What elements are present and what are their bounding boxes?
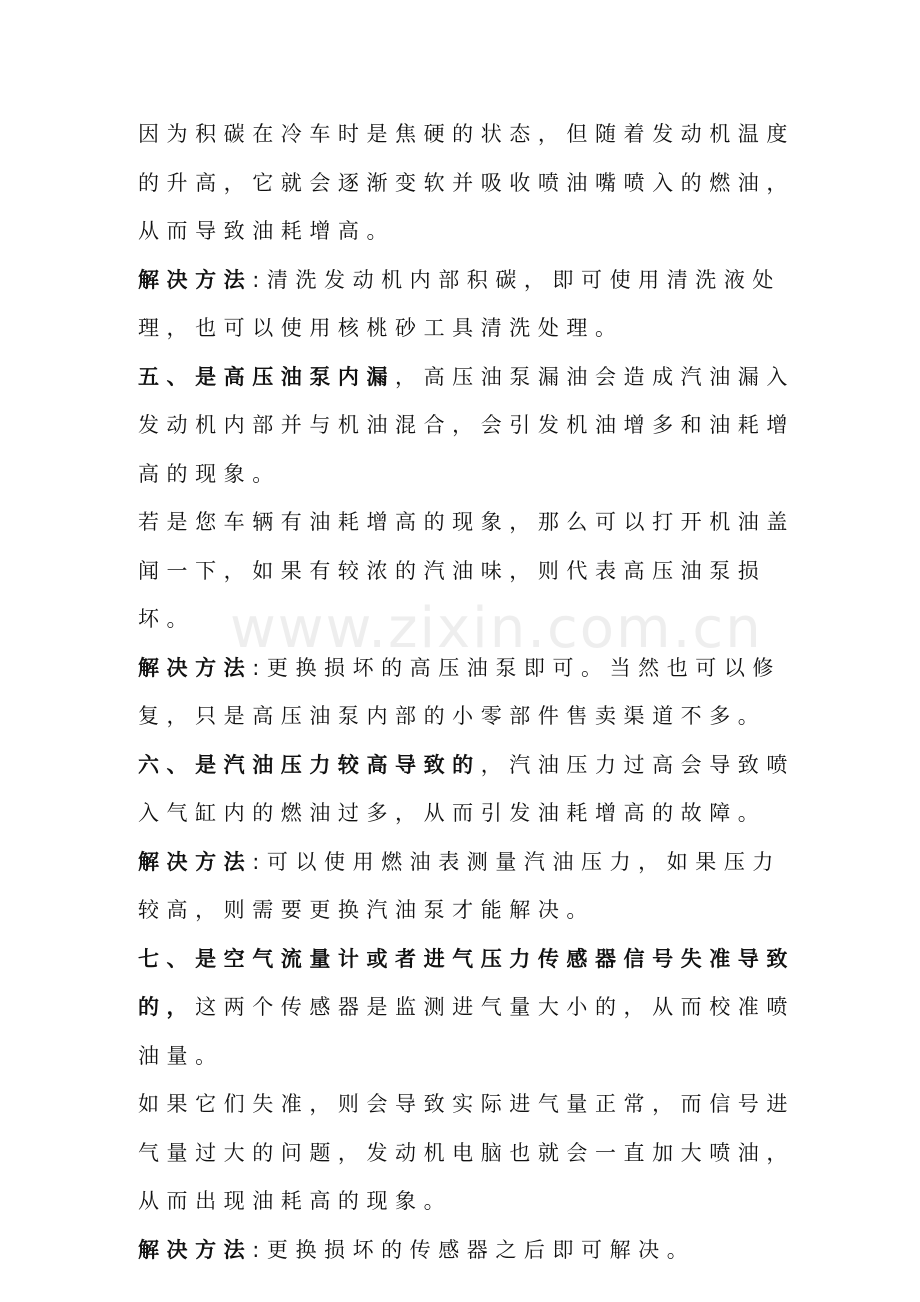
paragraph-solution-seven <box>138 1226 798 1275</box>
paragraph-cause-seven <box>138 935 798 1081</box>
paragraph-text: 因为积碳在冷车时是焦硬的状态，但随着发动机温度的升高，它就会逐渐变软并吸收喷油嘴喷入的燃油，从而导致油耗增高。 <box>138 122 795 243</box>
paragraph-solution-carbon <box>138 256 798 353</box>
section-heading-seven: 七、是空气流量计或者进气压力传感器信号失准导致的， <box>138 946 795 1019</box>
solution-label: 解决方法 <box>138 849 253 874</box>
paragraph-text: 这两个传感器是监测进气量大小的，从而校准喷油量。 <box>138 995 795 1068</box>
solution-label: 解决方法 <box>138 655 253 680</box>
paragraph-cause-six <box>138 741 798 838</box>
paragraph-cause-five <box>138 353 798 499</box>
document-body <box>138 110 798 1274</box>
section-heading-six: 六、是汽油压力较高导致的 <box>138 752 481 777</box>
paragraph-text: :可以使用燃油表测量汽油压力，如果压力较高，则需要更换汽油泵才能解决。 <box>138 849 781 922</box>
paragraph-text: 若是您车辆有油耗增高的现象，那么可以打开机油盖闻一下，如果有较浓的汽油味，则代表高压油泵损坏。 <box>138 510 795 631</box>
section-heading-five: 五、是高压油泵内漏 <box>138 364 396 389</box>
paragraph-explanation-seven <box>138 1080 798 1226</box>
paragraph-text: ，汽油压力过高会导致喷入气缸内的燃油过多，从而引发油耗增高的故障。 <box>138 752 795 825</box>
solution-label: 解决方法 <box>138 267 253 292</box>
watermark: www.zixin.com.cn <box>230 596 763 661</box>
paragraph-text: :清洗发动机内部积碳，即可使用清洗液处理，也可以使用核桃砂工具清洗处理。 <box>138 267 781 340</box>
paragraph-text: :更换损坏的高压油泵即可。当然也可以修复，只是高压油泵内部的小零部件售卖渠道不多。 <box>138 655 781 728</box>
paragraph-text: :更换损坏的传感器之后即可解决。 <box>252 1237 696 1262</box>
paragraph-carbon-cause <box>138 110 798 256</box>
paragraph-text: 如果它们失准，则会导致实际进气量正常，而信号进气量过大的问题，发动机电脑也就会一直加大喷油，从而出现油耗高的现象。 <box>138 1092 795 1213</box>
paragraph-solution-six <box>138 838 798 935</box>
paragraph-text: ，高压油泵漏油会造成汽油漏入发动机内部并与机油混合，会引发机油增多和油耗增高的现象。 <box>138 364 795 486</box>
solution-label: 解决方法 <box>138 1237 253 1262</box>
